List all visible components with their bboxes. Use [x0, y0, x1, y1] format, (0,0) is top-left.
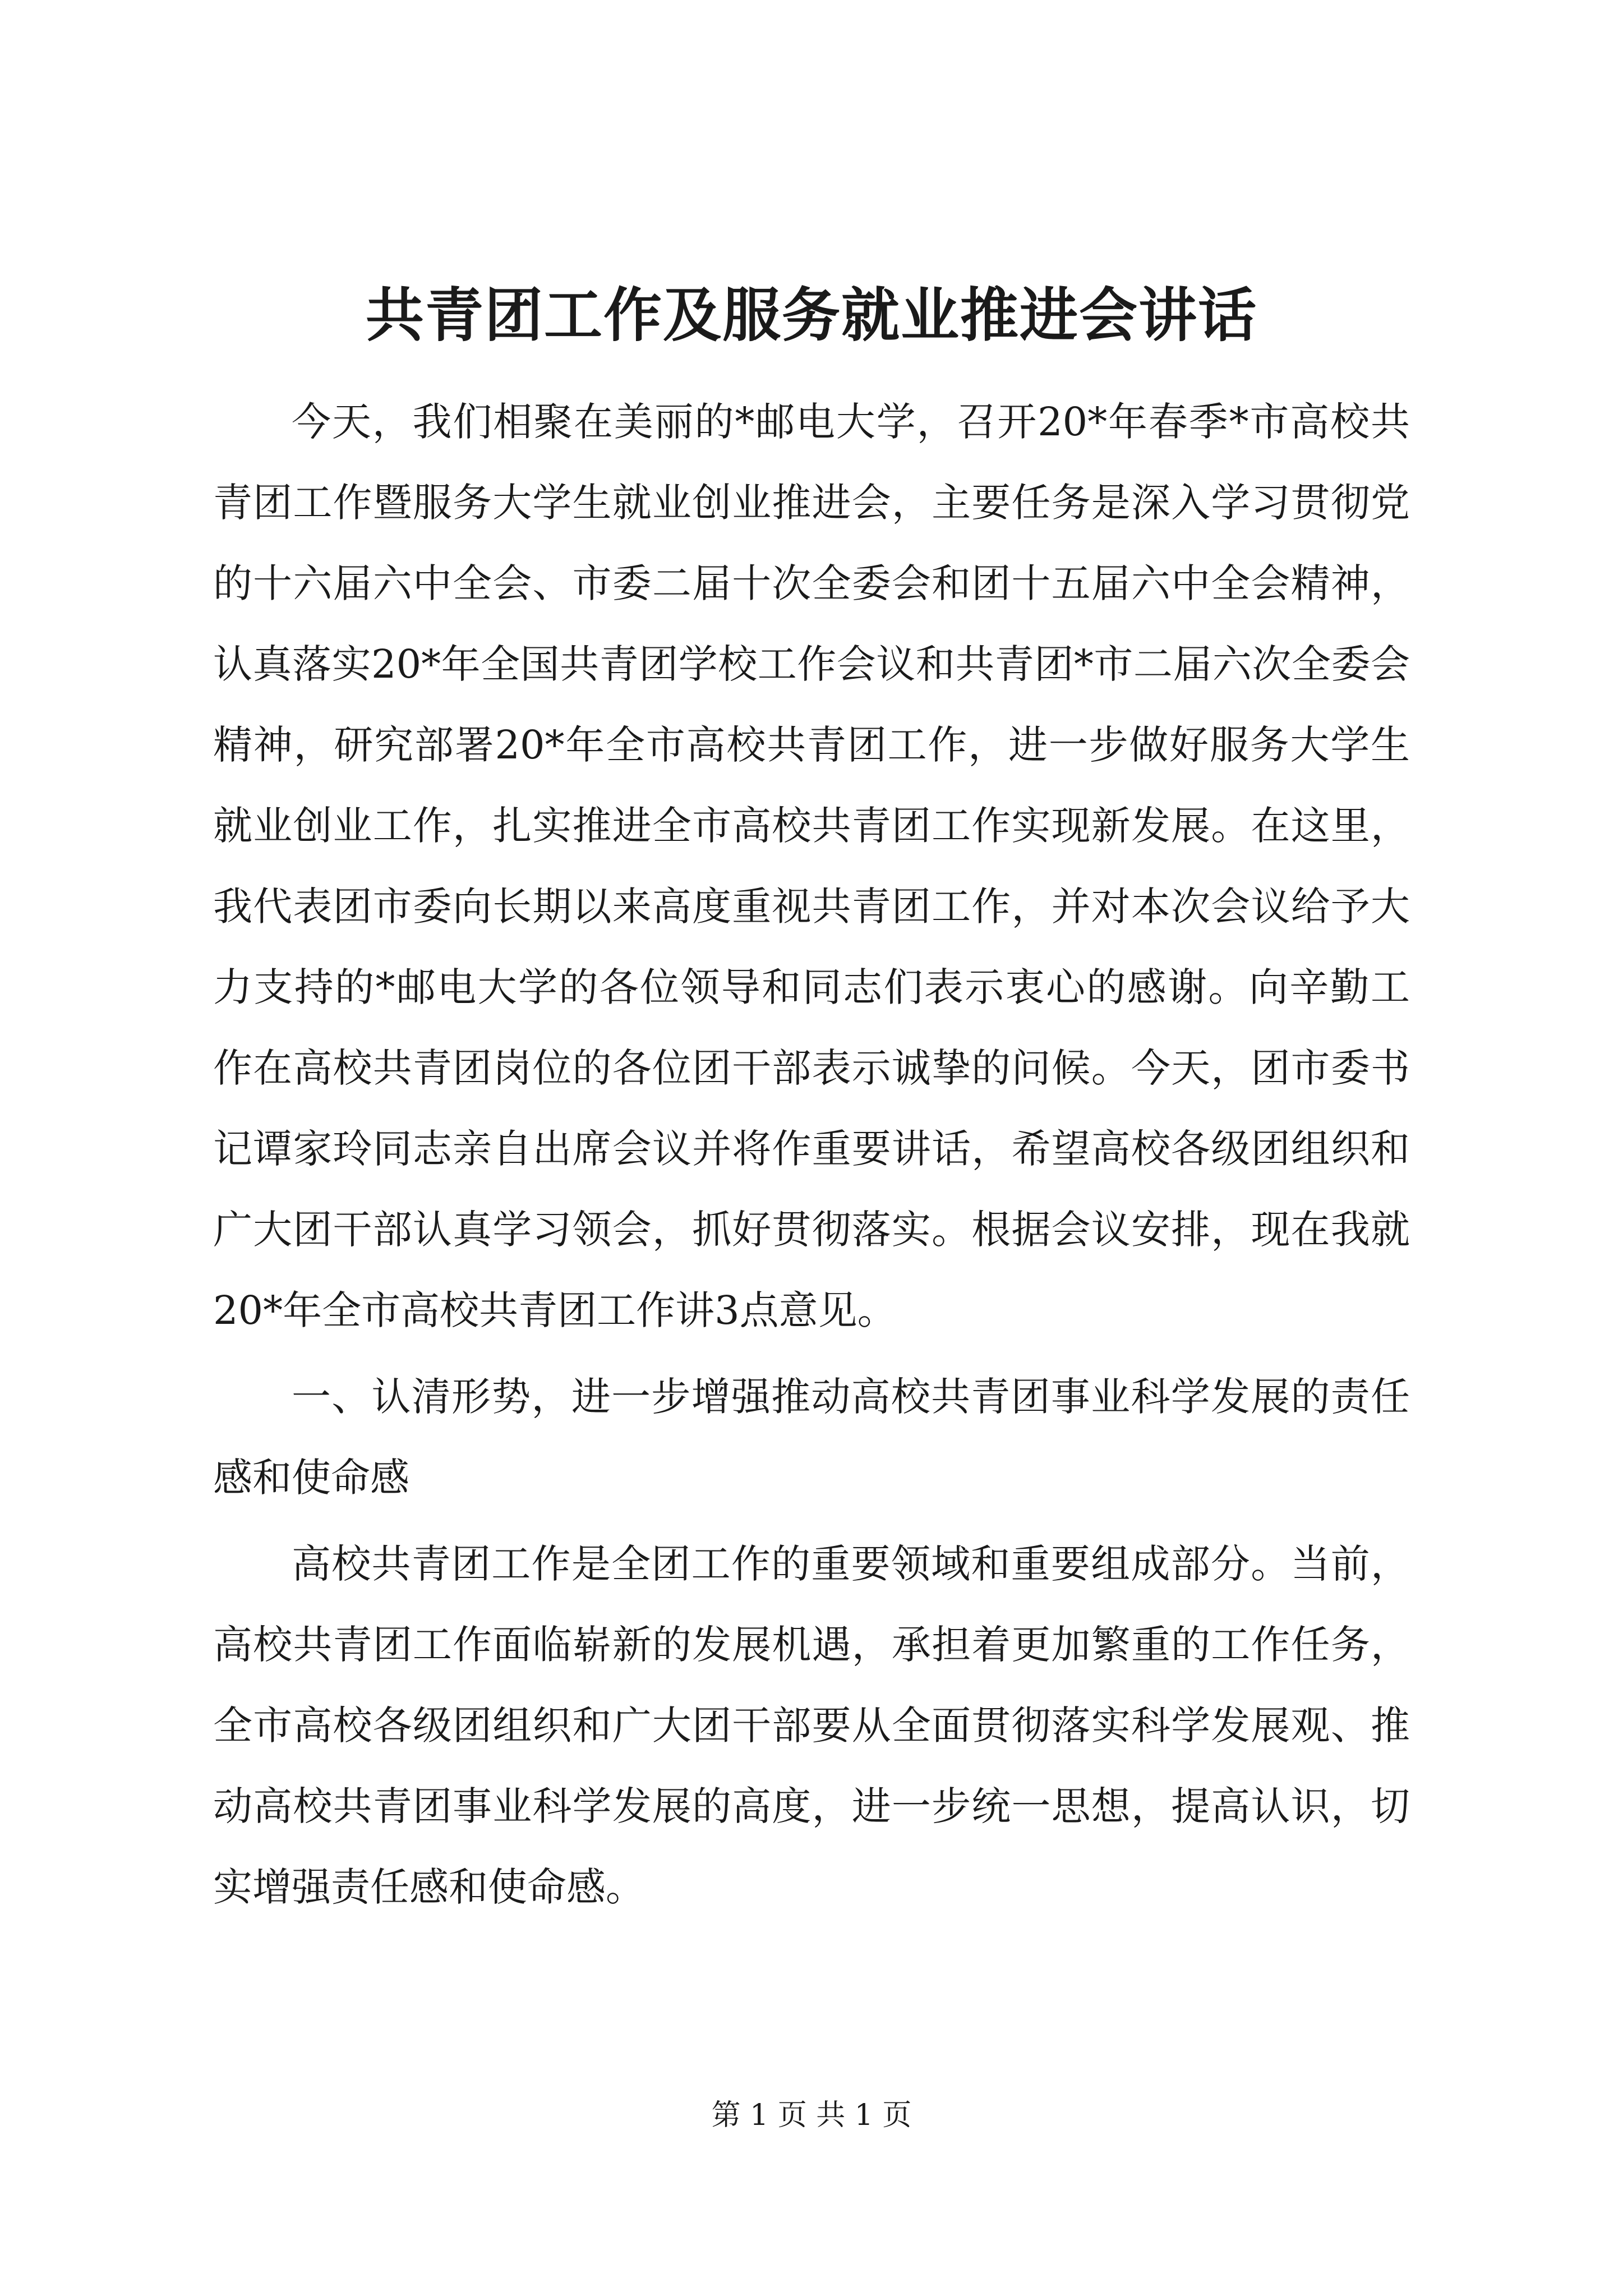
paragraph-intro: 今天，我们相聚在美丽的*邮电大学，召开20*年春季*市高校共青团工作暨服务大学生就业创业推进会，主要任务是深入学习贯彻党的十六届六中全会、市委二届十次全委会和团十五届六中全会精神，认真落实20*年全国共青团学校工作会议和共青团*市二届六次全委会精神，研究部署20*年全市高校共青团工作，进一步做好服务大学生就业创业工作，扎实推进全市高校共青团工作实现新发展。在这里，我代表团市委向长期以来高度重视共青团工作，并对本次会议给予大力支持的*邮电大学的各位领导和同志们表示衷心的感谢。向辛勤工作在高校共青团岗位的各位团干部表示诚挚的问候。今天，团市委书记谭家玲同志亲自出席会议并将作重要讲话，希望高校各级团组织和广大团干部认真学习领会，抓好贯彻落实。根据会议安排，现在我就20*年全市高校共青团工作讲3点意见。 [213, 399, 1410, 1333]
document-body [213, 381, 1410, 1933]
paragraph-section-1-body: 高校共青团工作是全团工作的重要领域和重要组成部分。当前，高校共青团工作面临崭新的发展机遇，承担着更加繁重的工作任务，全市高校各级团组织和广大团干部要从全面贯彻落实科学发展观、推动高校共青团事业科学发展的高度，进一步统一思想，提高认识，切实增强责任感和使命感。 [213, 1541, 1410, 1910]
paragraph-section-heading-1: 一、认清形势，进一步增强推动高校共青团事业科学发展的责任感和使命感 [213, 1374, 1410, 1501]
page-footer: 第 1 页 共 1 页 [711, 2099, 912, 2132]
page-title: 共青团工作及服务就业推进会讲话 [365, 280, 1257, 349]
